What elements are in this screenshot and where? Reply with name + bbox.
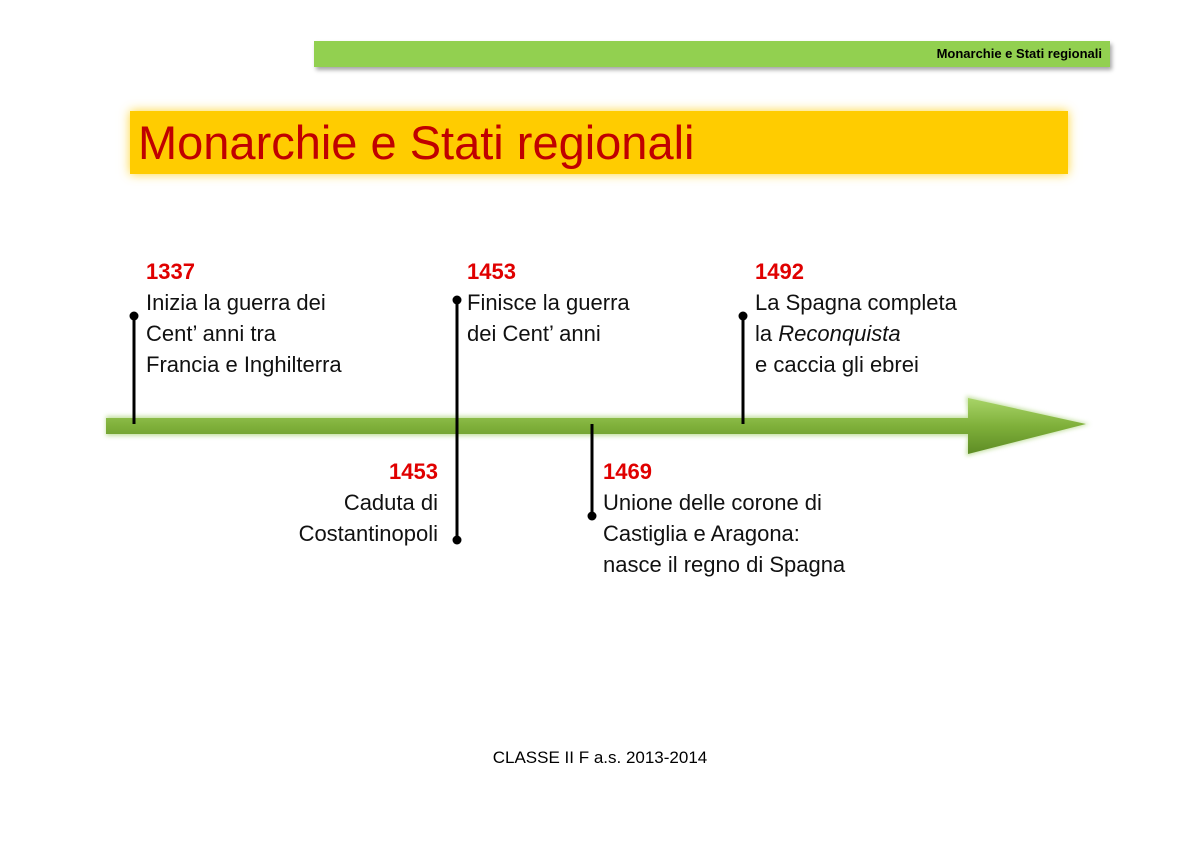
event-text: la (755, 321, 779, 346)
event-text: Caduta di (343, 490, 438, 515)
event-text: dei Cent’ anni (467, 321, 601, 346)
event-year: 1492 (755, 259, 804, 284)
event-text: nasce il regno di Spagna (603, 552, 846, 577)
timeline-arrow (106, 396, 1090, 456)
event-text: Cent’ anni tra (146, 321, 277, 346)
event-1492 (755, 256, 957, 380)
reconquista-term: Reconquista (778, 321, 901, 346)
event-text: e caccia gli ebrei (755, 352, 919, 377)
event-year: 1469 (603, 459, 652, 484)
event-year: 1453 (389, 459, 438, 484)
event-year: 1337 (146, 259, 195, 284)
event-1453-end-war (467, 256, 630, 349)
event-year: 1453 (467, 259, 516, 284)
event-text: Finisce la guerra (467, 290, 630, 315)
event-1469 (603, 456, 845, 580)
event-text: Francia e Inghilterra (146, 352, 342, 377)
event-text: Unione delle corone di (603, 490, 822, 515)
page-title: Monarchie e Stati regionali (138, 116, 695, 169)
tick-1469 (588, 424, 597, 521)
event-1453-constantinople (299, 456, 438, 549)
footer-class-label: CLASSE II F a.s. 2013-2014 (492, 748, 708, 767)
event-1337 (146, 256, 342, 380)
event-text: Castiglia e Aragona: (603, 521, 800, 546)
event-text: La Spagna completa (755, 290, 957, 315)
event-text: Costantinopoli (298, 521, 438, 546)
event-text-reconquista (755, 318, 957, 349)
tick-1337 (130, 312, 139, 425)
header-label: Monarchie e Stati regionali (936, 46, 1102, 61)
event-text: Inizia la guerra dei (146, 290, 326, 315)
tick-1492 (739, 312, 748, 425)
